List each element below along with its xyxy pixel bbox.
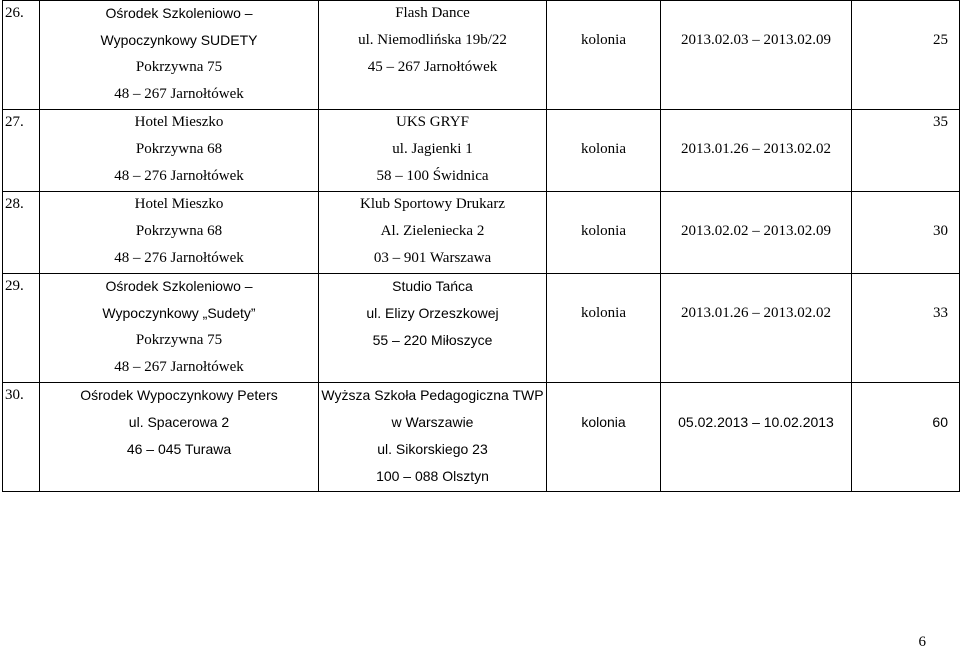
organizer-line: 55 – 220 Miłoszyce [372,332,493,348]
row-number: 27. [5,114,24,130]
participant-count: 33 [933,305,948,321]
object-cell [40,192,319,274]
organizer-line: ul. Sikorskiego 23 [377,441,488,457]
type-cell [547,110,661,192]
type-cell [547,192,661,274]
object-line: 48 – 267 Jarnołtówek [114,86,244,102]
organizer-line: 03 – 901 Warszawa [373,250,492,266]
organizer-line: w Warszawie [391,414,474,430]
table-row [3,192,960,274]
object-cell [40,274,319,383]
row-number-cell [3,274,40,383]
object-line: ul. Spacerowa 2 [128,414,230,430]
term-cell [661,110,852,192]
object-line: Hotel Mieszko [134,114,224,130]
camp-term: 05.02.2013 – 10.02.2013 [678,414,834,430]
organizer-cell [319,110,547,192]
camp-term: 2013.02.02 – 2013.02.09 [681,223,831,239]
object-cell [40,110,319,192]
participant-count: 35 [933,114,948,130]
table-row [3,274,960,383]
row-number-cell [3,110,40,192]
organizer-line: 100 – 088 Olsztyn [376,468,489,484]
organizer-cell [319,383,547,492]
row-number-cell [3,383,40,492]
camps-table [2,0,960,492]
row-number: 26. [5,5,24,21]
object-line: Wypoczynkowy SUDETY [100,32,258,48]
object-line: 48 – 267 Jarnołtówek [114,359,244,375]
organizer-cell [319,1,547,110]
row-number-cell [3,1,40,110]
participant-count: 25 [933,32,948,48]
camp-term: 2013.01.26 – 2013.02.02 [681,141,831,157]
row-number: 30. [5,387,24,403]
object-line: 48 – 276 Jarnołtówek [114,250,244,266]
object-line: Wypoczynkowy „Sudety” [102,305,256,321]
camp-term: 2013.02.03 – 2013.02.09 [681,32,831,48]
organizer-line: ul. Elizy Orzeszkowej [366,305,499,321]
object-line: Pokrzywna 75 [135,332,223,348]
count-cell [852,1,960,110]
object-line: 46 – 045 Turawa [126,441,232,457]
count-cell [852,110,960,192]
organizer-line: 58 – 100 Świdnica [376,168,489,184]
camp-type: kolonia [581,223,626,239]
organizer-line: ul. Jagienki 1 [392,141,473,157]
object-line: Ośrodek Wypoczynkowy Peters [80,387,278,403]
object-line: Hotel Mieszko [134,196,224,212]
participant-count: 60 [932,414,948,430]
type-cell [547,1,661,110]
organizer-line: Wyższa Szkoła Pedagogiczna TWP [321,387,544,403]
object-line: Ośrodek Szkoleniowo – [105,5,253,21]
organizer-line: Al. Zieleniecka 2 [380,223,485,239]
type-cell [547,383,661,492]
camp-term: 2013.01.26 – 2013.02.02 [681,305,831,321]
page-number: 6 [918,634,926,650]
camp-type: kolonia [581,141,626,157]
count-cell [852,192,960,274]
organizer-line: ul. Niemodlińska 19b/22 [358,32,507,48]
table-row [3,110,960,192]
organizer-line: Flash Dance [395,5,470,21]
organizer-line: UKS GRYF [396,114,469,130]
participant-count: 30 [933,223,948,239]
term-cell [661,274,852,383]
object-cell [40,1,319,110]
camp-type: kolonia [581,32,626,48]
organizer-cell [319,192,547,274]
object-line: 48 – 276 Jarnołtówek [114,168,244,184]
row-number-cell [3,192,40,274]
object-line: Pokrzywna 75 [135,59,223,75]
camp-type: kolonia [581,305,626,321]
object-line: Ośrodek Szkoleniowo – [105,278,253,294]
table-row [3,1,960,110]
term-cell [661,1,852,110]
organizer-line: 45 – 267 Jarnołtówek [367,59,498,75]
type-cell [547,274,661,383]
organizer-cell [319,274,547,383]
count-cell [852,274,960,383]
count-cell [852,383,960,492]
object-line: Pokrzywna 68 [135,223,223,239]
organizer-line: Klub Sportowy Drukarz [360,196,505,212]
camp-type: kolonia [581,414,626,430]
organizer-line: Studio Tańca [392,278,473,294]
term-cell [661,192,852,274]
table-row [3,383,960,492]
object-cell [40,383,319,492]
row-number: 29. [5,278,24,294]
object-line: Pokrzywna 68 [135,141,223,157]
term-cell [661,383,852,492]
row-number: 28. [5,196,24,212]
